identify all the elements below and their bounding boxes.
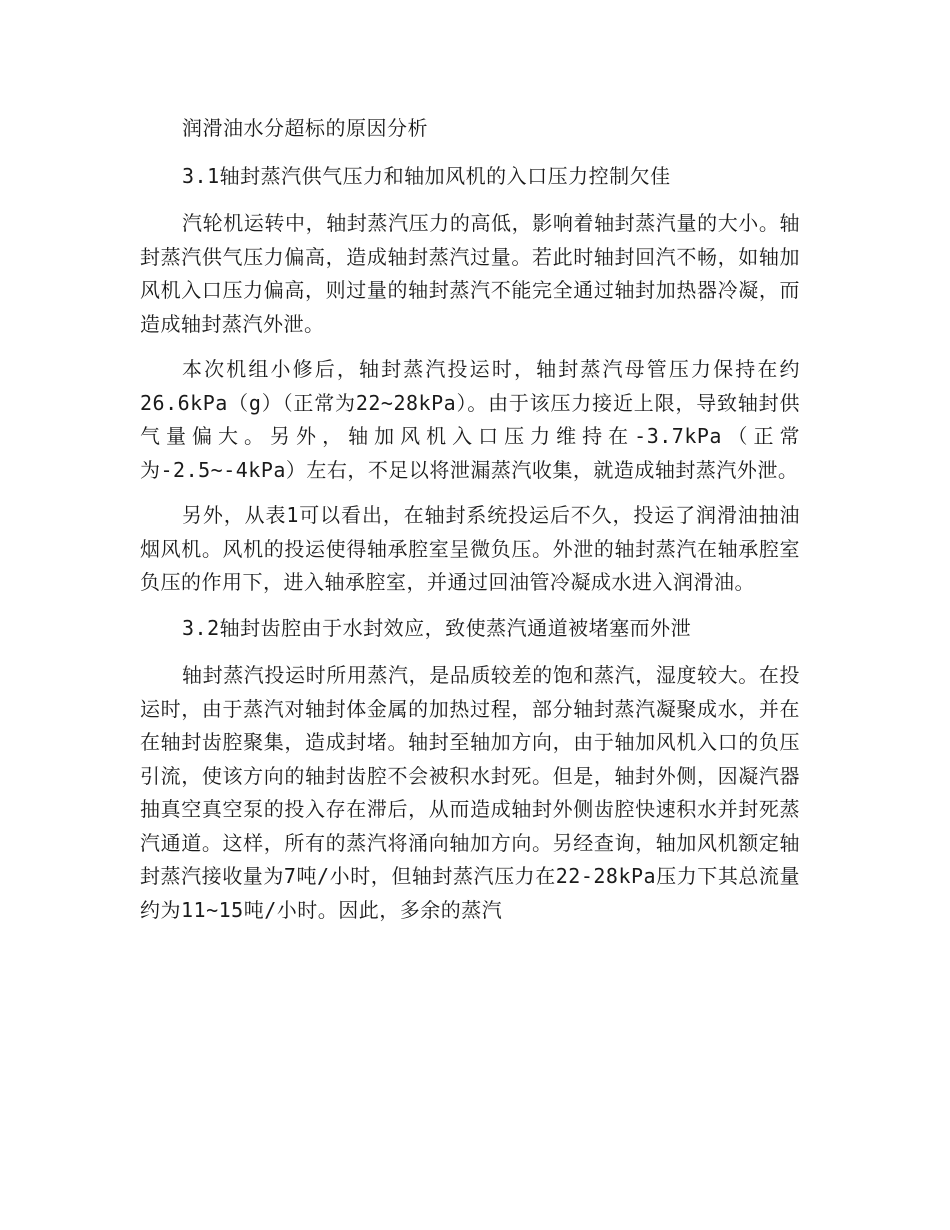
subheading-3-2: 3.2轴封齿腔由于水封效应，致使蒸汽通道被堵塞而外泄 bbox=[182, 615, 692, 640]
paragraph-2: 本次机组小修后，轴封蒸汽投运时，轴封蒸汽母管压力保持在约26.6kPa（g）（正常为22~28kPa）。由于该压力接近上限，导致轴封供气量偏大。另外，轴加风机入口压力维持在-3.7kPa（正常为-2.5~-4kPa）左右，不足以将泄漏蒸汽收集，就造成轴封蒸汽外泄。 bbox=[140, 357, 800, 482]
paragraph-3: 另外，从表1可以看出，在轴封系统投运后不久，投运了润滑油抽油烟风机。风机的投运使得轴承腔室呈微负压。外泄的轴封蒸汽在轴承腔室负压的作用下，进入轴承腔室，并通过回油管冷凝成水进入润滑油。 bbox=[140, 503, 800, 594]
subheading-3-1: 3.1轴封蒸汽供气压力和轴加风机的入口压力控制欠佳 bbox=[182, 163, 671, 188]
paragraph-1: 汽轮机运转中，轴封蒸汽压力的高低，影响着轴封蒸汽量的大小。轴封蒸汽供气压力偏高，造成轴封蒸汽过量。若此时轴封回汽不畅，如轴加风机入口压力偏高，则过量的轴封蒸汽不能完全通过轴封加热器冷凝，而造成轴封蒸汽外泄。 bbox=[140, 211, 800, 336]
paragraph-4: 轴封蒸汽投运时所用蒸汽，是品质较差的饱和蒸汽，湿度较大。在投运时，由于蒸汽对轴封体金属的加热过程，部分轴封蒸汽凝聚成水，并在在轴封齿腔聚集，造成封堵。轴封至轴加方向，由于轴加风机入口的负压引流，使该方向的轴封齿腔不会被积水封死。但是，轴封外侧，因凝汽器抽真空真空泵的投入存在滞后，从而造成轴封外侧齿腔快速积水并封死蒸汽通道。这样，所有的蒸汽将涌向轴加方向。另经查询，轴加风机额定轴封蒸汽接收量为7吨/小时，但轴封蒸汽压力在22-28kPa压力下其总流量约为11~15吨/小时。因此，多余的蒸汽 bbox=[140, 663, 800, 922]
document-page bbox=[140, 112, 800, 939]
section-title: 润滑油水分超标的原因分析 bbox=[182, 116, 428, 140]
